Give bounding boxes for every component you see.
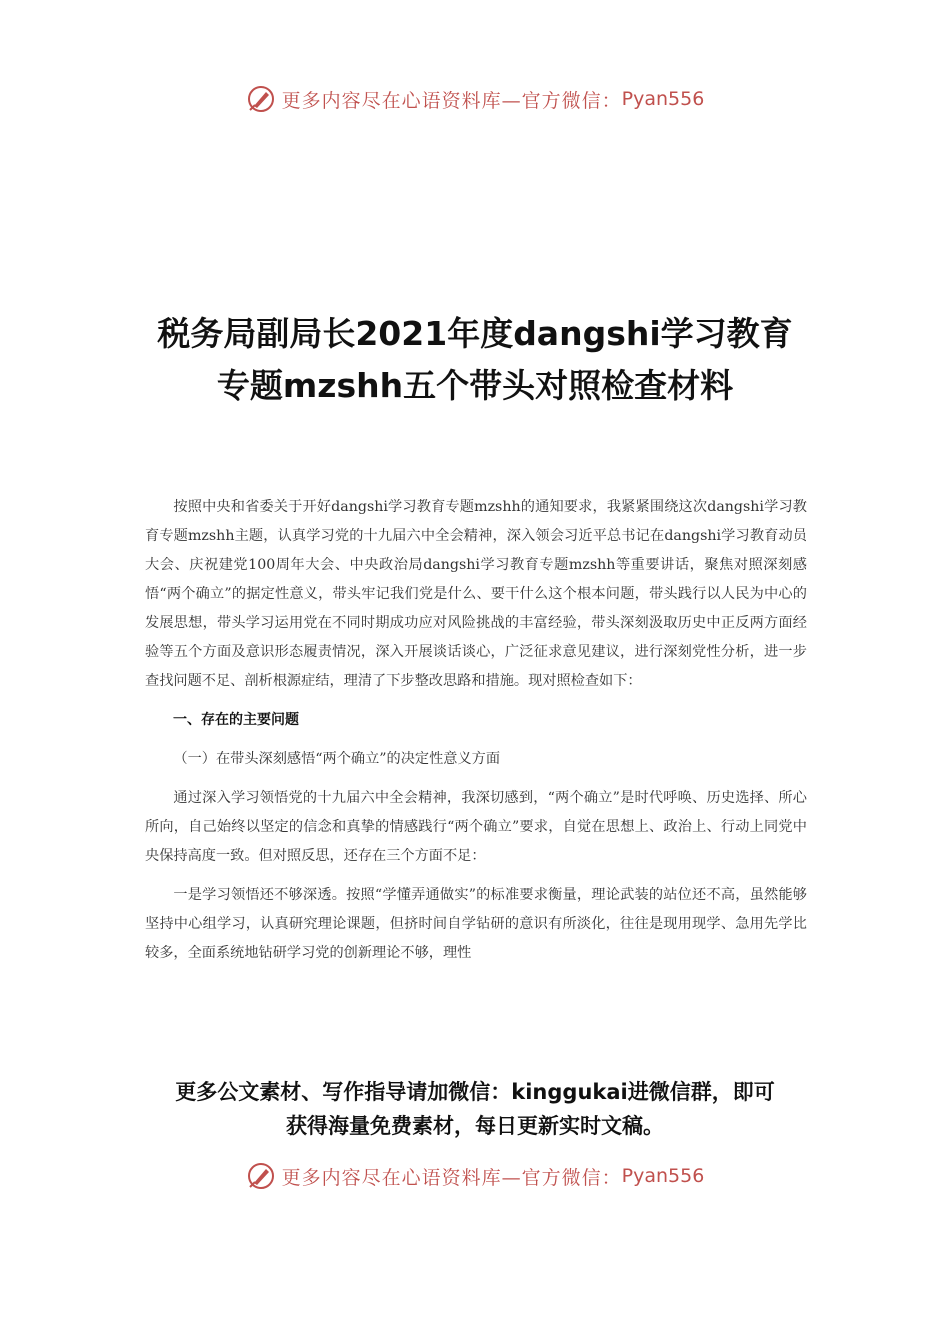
promo-line-1: 更多公文素材、写作指导请加微信：kinggukai进微信群，即可 — [175, 1080, 775, 1104]
title-line-1: 税务局副局长2021年度dangshi学习教育 — [157, 314, 793, 353]
banner-text: 更多内容尽在心语资料库—官方微信： — [281, 89, 622, 112]
intro-paragraph: 按照中央和省委关于开好dangshi学习教育专题mzshh的通知要求，我紧紧围绕这次dangshi学习教育专题mzshh主题，认真学习党的十九届六中全会精神，深入领会习近平总书记在dangshi学习教育动员大会、庆祝建党100周年大会、中央政治局dangshi学习教育专题mzshh等重要讲话，聚焦对照深刻感悟“两个确立”的据定性意义，带头牢记我们党是什么、要干什么这个根本问题，带头践行以人民为中心的发展思想，带头学习运用党在不同时期成功应对风险挑战的丰富经验，带头深刻汲取历史中正反两方面经验等五个方面及意识形态履责情况，深入开展谈话谈心，广泛征求意见建议，进行深刻党性分析，进一步查找问题不足、剖析根源症结，理清了下步整改思路和措施。现对照检查如下： — [145, 499, 807, 689]
title-line-2: 专题mzshh五个带头对照检查材料 — [216, 366, 734, 405]
body-paragraph-1: 通过深入学习领悟党的十九届六中全会精神，我深切感到，“两个确立”是时代呼唤、历史选择、所心所向，自己始终以坚定的信念和真挚的情感践行“两个确立”要求，自觉在思想上、政治上、行动上同党中央保持高度一致。但对照反思，还存在三个方面不足： — [145, 790, 807, 864]
header-banner — [0, 84, 950, 114]
document-body — [145, 493, 807, 968]
promo-line-2: 获得海量免费素材，每日更新实时文稿。 — [286, 1114, 664, 1138]
promo-notice — [0, 1075, 950, 1143]
section-heading: 一、存在的主要问题 — [173, 712, 299, 728]
banner-wechat: Pyan556 — [621, 1165, 705, 1187]
document-title — [0, 308, 950, 412]
footer-banner — [0, 1161, 950, 1191]
banner-wechat: Pyan556 — [621, 88, 705, 110]
body-paragraph-2: 一是学习领悟还不够深透。按照“学懂弄通做实”的标准要求衡量，理论武装的站位还不高，虽然能够坚持中心组学习，认真研究理论课题，但挤时间自学钻研的意识有所淡化，往往是现用现学、急用先学比较多，全面系统地钻研学习党的创新理论不够，理性 — [145, 887, 807, 961]
banner-text: 更多内容尽在心语资料库—官方微信： — [281, 1166, 622, 1189]
pen-nib-logo-icon — [246, 1161, 276, 1191]
pen-nib-logo-icon — [246, 84, 276, 114]
subsection-heading: （一）在带头深刻感悟“两个确立”的决定性意义方面 — [173, 751, 501, 767]
